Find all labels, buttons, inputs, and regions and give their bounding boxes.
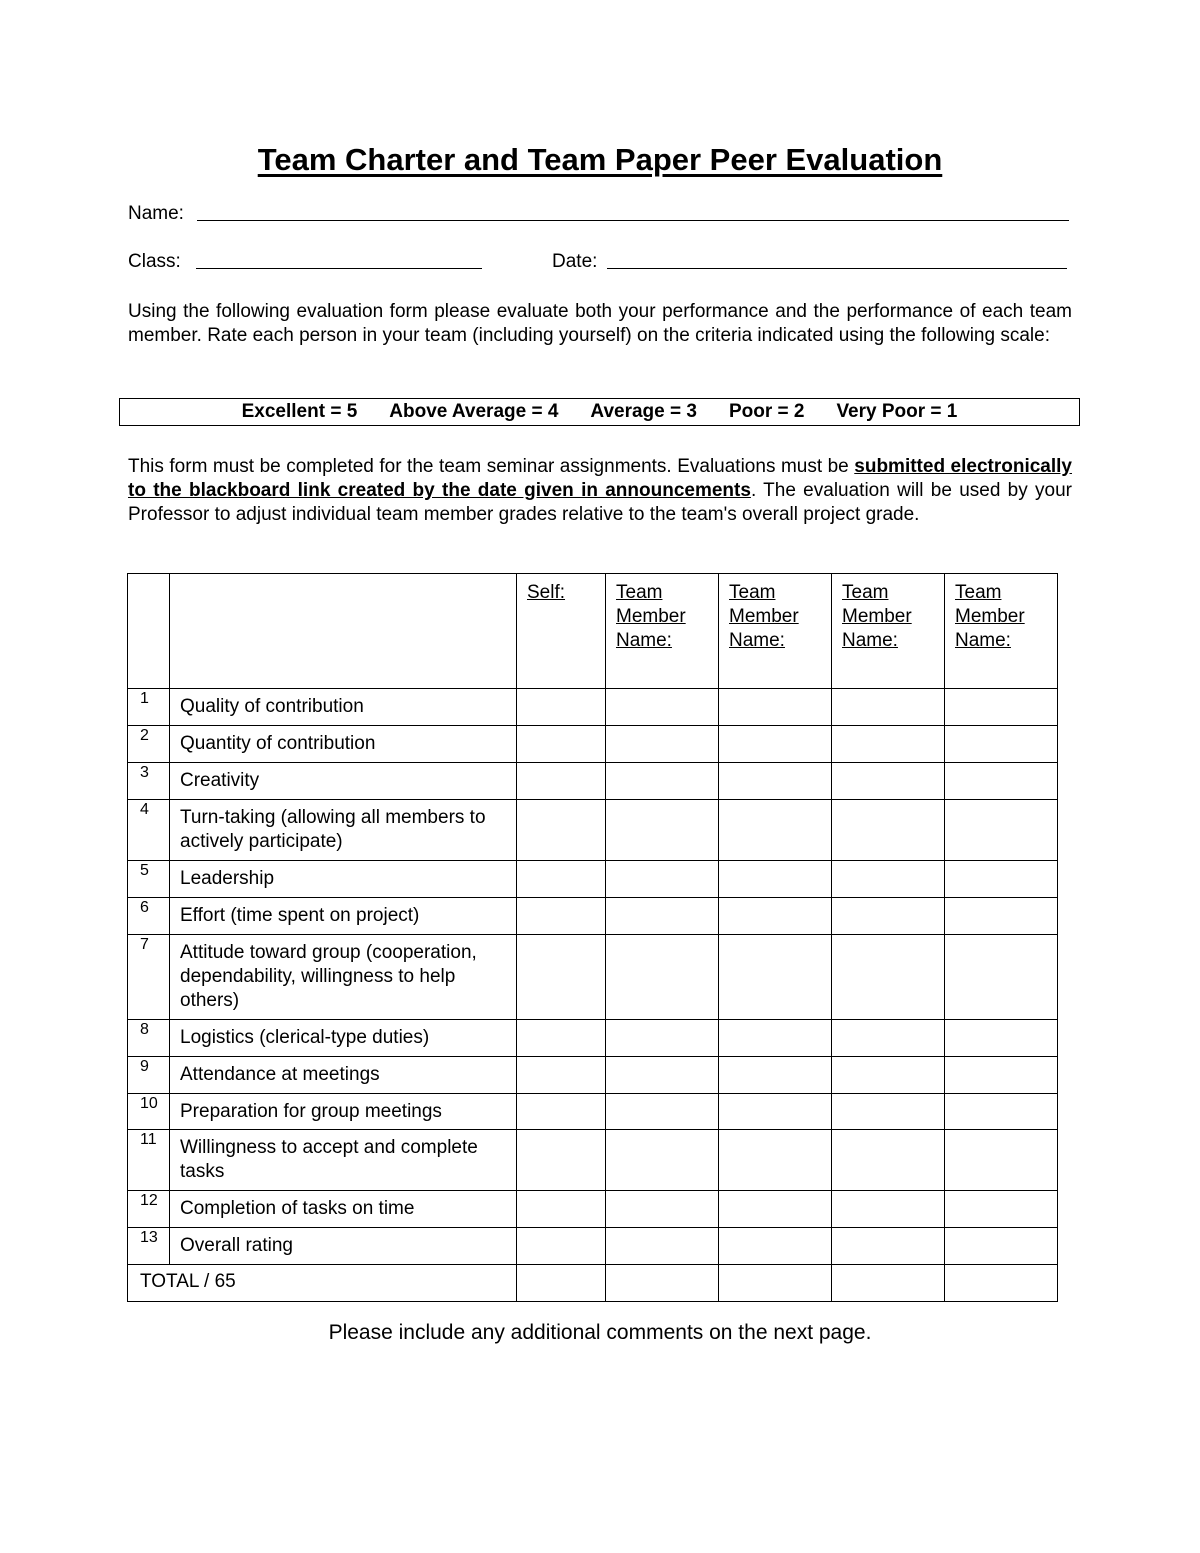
- rating-cell-member-2[interactable]: [719, 1020, 832, 1057]
- rating-cell-member-1[interactable]: [606, 898, 719, 935]
- criterion-label: Logistics (clerical-type duties): [170, 1020, 517, 1057]
- rating-cell-member-2[interactable]: [719, 726, 832, 763]
- rating-cell-member-4[interactable]: [945, 1020, 1058, 1057]
- criterion-number: 5: [128, 861, 170, 898]
- table-row: [128, 800, 1058, 861]
- date-input-line[interactable]: [607, 268, 1067, 269]
- total-cell-member-2[interactable]: [719, 1265, 832, 1302]
- notice-emphasis: submitted electronically to the blackboard link created by the date given in announcements: [128, 456, 1072, 501]
- header-blank-num: [128, 574, 170, 689]
- criterion-number: 12: [128, 1191, 170, 1228]
- total-cell-member-1[interactable]: [606, 1265, 719, 1302]
- rating-cell-member-3[interactable]: [832, 1020, 945, 1057]
- criterion-number: 10: [128, 1094, 170, 1130]
- rating-cell-member-1[interactable]: [606, 1228, 719, 1265]
- total-cell-member-3[interactable]: [832, 1265, 945, 1302]
- intro-paragraph: Using the following evaluation form please evaluate both your performance and the performance of each team member. Rate each person in your team (including yourself) on the criteria indicated using the following scale:: [128, 301, 1072, 346]
- rating-cell-self[interactable]: [517, 726, 606, 763]
- rating-cell-member-4[interactable]: [945, 1228, 1058, 1265]
- table-row: [128, 726, 1058, 763]
- criterion-number: 3: [128, 763, 170, 800]
- rating-cell-member-2[interactable]: [719, 1057, 832, 1094]
- rating-cell-member-4[interactable]: [945, 1094, 1058, 1130]
- scale-poor: Poor = 2: [728, 401, 805, 422]
- table-row: [128, 689, 1058, 726]
- rating-cell-self[interactable]: [517, 1228, 606, 1265]
- rating-cell-member-2[interactable]: [719, 1228, 832, 1265]
- criterion-number: 1: [128, 689, 170, 726]
- table-header-row: [128, 574, 1058, 689]
- header-member-3: Team Member Name:: [832, 574, 945, 689]
- header-member-4: Team Member Name:: [945, 574, 1058, 689]
- footer-note: Please include any additional comments on the next page.: [328, 1321, 872, 1344]
- header-blank-criteria: [170, 574, 517, 689]
- submission-notice: [128, 455, 1072, 527]
- rating-cell-self[interactable]: [517, 1057, 606, 1094]
- rating-cell-member-2[interactable]: [719, 898, 832, 935]
- table-row: [128, 1130, 1058, 1191]
- table-row: [128, 861, 1058, 898]
- criterion-label: Turn-taking (allowing all members to actively participate): [170, 800, 517, 861]
- rating-cell-member-3[interactable]: [832, 1228, 945, 1265]
- rating-cell-member-4[interactable]: [945, 763, 1058, 800]
- rating-cell-member-1[interactable]: [606, 935, 719, 1020]
- rating-cell-member-3[interactable]: [832, 800, 945, 861]
- rating-cell-member-1[interactable]: [606, 689, 719, 726]
- criterion-number: 11: [128, 1130, 170, 1191]
- rating-cell-self[interactable]: [517, 861, 606, 898]
- header-self: Self:: [517, 574, 606, 689]
- table-row: [128, 898, 1058, 935]
- criterion-label: Attitude toward group (cooperation, dependability, willingness to help others): [170, 935, 517, 1020]
- rating-cell-member-3[interactable]: [832, 1057, 945, 1094]
- rating-cell-member-4[interactable]: [945, 726, 1058, 763]
- rating-cell-member-1[interactable]: [606, 861, 719, 898]
- criterion-number: 2: [128, 726, 170, 763]
- scale-average: Average = 3: [590, 401, 697, 422]
- criterion-label: Quantity of contribution: [170, 726, 517, 763]
- rating-scale-box: [119, 398, 1080, 426]
- rating-cell-self[interactable]: [517, 1094, 606, 1130]
- rating-cell-member-1[interactable]: [606, 1191, 719, 1228]
- rating-cell-member-3[interactable]: [832, 935, 945, 1020]
- criterion-label: Leadership: [170, 861, 517, 898]
- total-cell-self[interactable]: [517, 1265, 606, 1302]
- rating-cell-member-3[interactable]: [832, 726, 945, 763]
- rating-cell-member-4[interactable]: [945, 1130, 1058, 1191]
- criterion-number: 6: [128, 898, 170, 935]
- criterion-label: Willingness to accept and complete tasks: [170, 1130, 517, 1191]
- rating-cell-member-3[interactable]: [832, 763, 945, 800]
- class-input-line[interactable]: [196, 268, 482, 269]
- table-row: [128, 935, 1058, 1020]
- criterion-number: 9: [128, 1057, 170, 1094]
- rating-cell-member-1[interactable]: [606, 1020, 719, 1057]
- total-label: TOTAL / 65: [128, 1265, 517, 1302]
- table-row: [128, 1020, 1058, 1057]
- criterion-label: Creativity: [170, 763, 517, 800]
- rating-cell-member-1[interactable]: [606, 763, 719, 800]
- rating-cell-member-3[interactable]: [832, 689, 945, 726]
- criterion-number: 13: [128, 1228, 170, 1265]
- rating-cell-member-3[interactable]: [832, 898, 945, 935]
- rating-cell-self[interactable]: [517, 1020, 606, 1057]
- rating-cell-member-4[interactable]: [945, 861, 1058, 898]
- scale-excellent: Excellent = 5: [241, 401, 358, 422]
- criterion-label: Preparation for group meetings: [170, 1094, 517, 1130]
- rating-cell-member-2[interactable]: [719, 763, 832, 800]
- criterion-label: Overall rating: [170, 1228, 517, 1265]
- rating-cell-member-3[interactable]: [832, 1191, 945, 1228]
- rating-cell-member-4[interactable]: [945, 1191, 1058, 1228]
- rating-cell-member-3[interactable]: [832, 1094, 945, 1130]
- rating-cell-self[interactable]: [517, 898, 606, 935]
- name-input-line[interactable]: [197, 220, 1069, 221]
- criterion-number: 4: [128, 800, 170, 861]
- class-field-row: [128, 251, 181, 273]
- rating-cell-member-1[interactable]: [606, 726, 719, 763]
- notice-text-2: . The evaluation will be used by your Professor to adjust individual team member grades relative to the team's overall project grade.: [128, 480, 1072, 525]
- rating-cell-member-1[interactable]: [606, 1130, 719, 1191]
- total-row: [128, 1265, 1058, 1302]
- criterion-label: Attendance at meetings: [170, 1057, 517, 1094]
- name-label: Name:: [128, 203, 184, 224]
- rating-cell-self[interactable]: [517, 1130, 606, 1191]
- rating-cell-member-2[interactable]: [719, 861, 832, 898]
- rating-cell-member-2[interactable]: [719, 935, 832, 1020]
- scale-above-average: Above Average = 4: [389, 401, 559, 422]
- evaluation-table: [127, 573, 1058, 1302]
- rating-cell-self[interactable]: [517, 935, 606, 1020]
- criterion-label: Completion of tasks on time: [170, 1191, 517, 1228]
- rating-cell-member-4[interactable]: [945, 689, 1058, 726]
- rating-cell-member-4[interactable]: [945, 935, 1058, 1020]
- class-label: Class:: [128, 251, 181, 272]
- table-row: [128, 1094, 1058, 1130]
- criterion-label: Quality of contribution: [170, 689, 517, 726]
- date-field-row: [552, 251, 597, 273]
- rating-cell-self[interactable]: [517, 1191, 606, 1228]
- rating-cell-member-2[interactable]: [719, 689, 832, 726]
- rating-cell-member-2[interactable]: [719, 800, 832, 861]
- rating-cell-self[interactable]: [517, 689, 606, 726]
- table-row: [128, 1057, 1058, 1094]
- rating-cell-member-3[interactable]: [832, 861, 945, 898]
- rating-cell-member-2[interactable]: [719, 1191, 832, 1228]
- rating-cell-member-2[interactable]: [719, 1094, 832, 1130]
- date-label: Date:: [552, 251, 598, 272]
- rating-cell-member-4[interactable]: [945, 898, 1058, 935]
- rating-cell-member-2[interactable]: [719, 1130, 832, 1191]
- table-row: [128, 1191, 1058, 1228]
- table-row: [128, 1228, 1058, 1265]
- table-row: [128, 763, 1058, 800]
- rating-cell-self[interactable]: [517, 763, 606, 800]
- rating-cell-member-1[interactable]: [606, 1094, 719, 1130]
- rating-cell-self[interactable]: [517, 800, 606, 861]
- criterion-number: 8: [128, 1020, 170, 1057]
- header-member-1: Team Member Name:: [606, 574, 719, 689]
- rating-cell-member-4[interactable]: [945, 800, 1058, 861]
- rating-cell-member-4[interactable]: [945, 1057, 1058, 1094]
- notice-text-1: This form must be completed for the team seminar assignments. Evaluations must be: [128, 456, 855, 477]
- page-title: Team Charter and Team Paper Peer Evaluation: [257, 142, 943, 177]
- scale-very-poor: Very Poor = 1: [836, 401, 958, 422]
- criterion-number: 7: [128, 935, 170, 1020]
- rating-cell-member-1[interactable]: [606, 1057, 719, 1094]
- name-field-row: [128, 203, 184, 225]
- total-cell-member-4[interactable]: [945, 1265, 1058, 1302]
- header-member-2: Team Member Name:: [719, 574, 832, 689]
- rating-cell-member-1[interactable]: [606, 800, 719, 861]
- criterion-label: Effort (time spent on project): [170, 898, 517, 935]
- rating-cell-member-3[interactable]: [832, 1130, 945, 1191]
